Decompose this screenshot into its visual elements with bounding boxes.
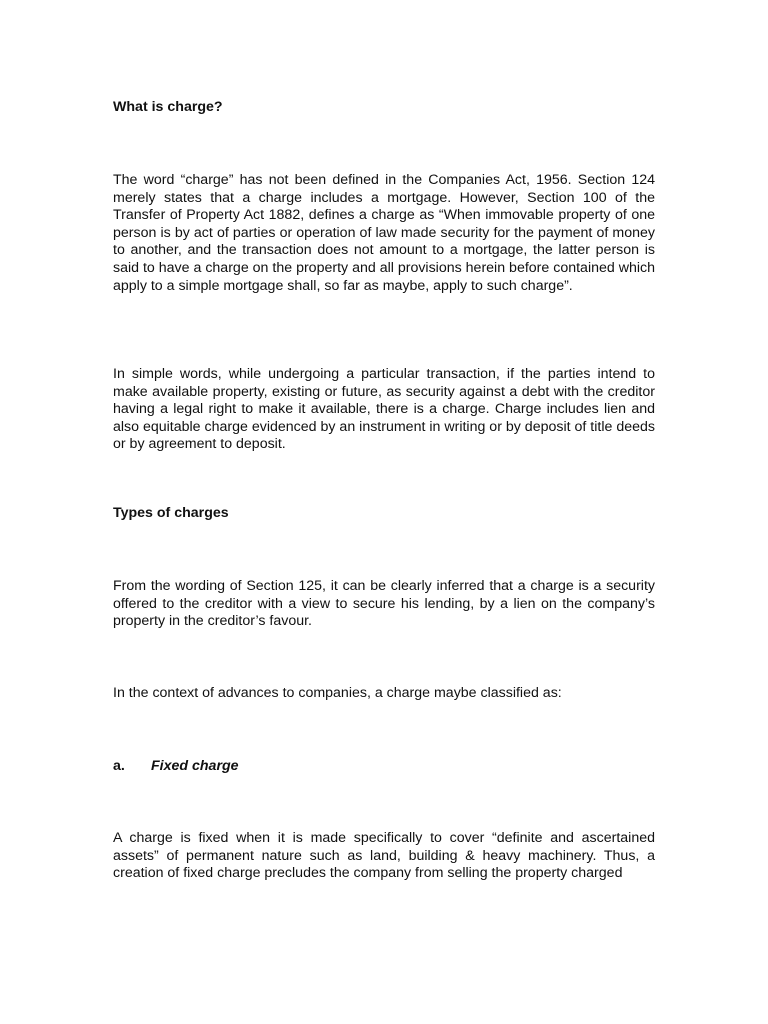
paragraph-simple-words: In simple words, while undergoing a particular transaction, if the parties intend to make available property, existing or future, as security against a debt with the creditor having a legal right to make it available, there is a charge. Charge includes lien and also equitable charge evidenced by an instrument in writing or by deposit of title deeds or by agreement to deposit. [113, 366, 655, 453]
paragraph-fixed-charge: A charge is fixed when it is made specifically to cover “definite and ascertained assets” of permanent nature such as land, building & heavy machinery. Thus, a creation of fixed charge precludes the company from selling the property charged [113, 830, 655, 882]
paragraph-section-125: From the wording of Section 125, it can be clearly inferred that a charge is a security offered to the creditor with a view to secure his lending, by a lien on the company’s property in the creditor’s favour. [113, 578, 655, 630]
paragraph-charge-definition: The word “charge” has not been defined in the Companies Act, 1956. Section 124 merely states that a charge includes a mortgage. However, Section 100 of the Transfer of Property Act 1882, defines a charge as “When immovable property of one person is by act of parties or operation of law made security for the payment of money to another, and the transaction does not amount to a mortgage, the latter person is said to have a charge on the property and all provisions herein before contained which apply to a simple mortgage shall, so far as maybe, apply to such charge”. [113, 172, 655, 294]
list-item-title-fixed-charge: Fixed charge [151, 758, 239, 774]
heading-types-of-charges: Types of charges [113, 505, 229, 521]
paragraph-classification-intro: In the context of advances to companies, a charge maybe classified as: [113, 685, 562, 701]
heading-what-is-charge: What is charge? [113, 99, 223, 115]
list-item-marker-a: a. [113, 758, 125, 774]
